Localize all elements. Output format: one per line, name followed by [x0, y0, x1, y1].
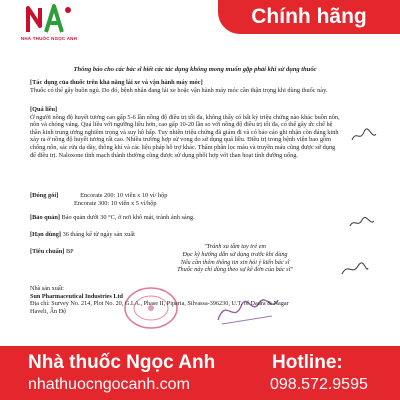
manufacturer-block	[30, 285, 360, 315]
section-overdose	[30, 106, 342, 159]
footnote-line: Nếu cần thêm thông tin xin hỏi ý kiến bác sĩ	[180, 258, 290, 266]
packaging-line-1: Encorate 200: 10 viên x 10 vỉ/ hộp	[80, 192, 168, 199]
overdose-label: [Quá liều]	[30, 106, 58, 113]
section-packaging	[30, 192, 342, 207]
section-shelf-life	[30, 231, 342, 239]
standard-label: [Tiêu chuẩn]	[30, 248, 65, 255]
shelf-life-text: 36 tháng kể từ ngày sản xuất	[62, 231, 135, 238]
hotline-label: Hotline:	[272, 352, 343, 373]
na-logo-icon	[24, 2, 74, 36]
warning-footnote	[155, 243, 315, 274]
website-link[interactable]: nhathuocngocanh.com	[28, 376, 190, 393]
footnote-line: Đọc kỹ hướng dẫn sử dụng trước khi dùng	[182, 250, 288, 258]
store-name: Nhà thuốc Ngọc Anh	[28, 352, 216, 373]
driving-label: [Tác dụng của thuốc trên khả năng lái xe và vận hành máy móc]	[30, 79, 203, 86]
initials-mark-icon	[340, 260, 370, 278]
manufacturer-label: Nhà sản xuất:	[30, 285, 65, 292]
initials-mark-icon	[350, 128, 378, 144]
authentic-badge: Chính hãng	[218, 0, 400, 34]
manufacturer-address: Địa chỉ: Survey No. 214, Plot No. 20, G.I.A., Phase II, Piparia, Silvassa-396230, U.T. of Dadra & Nagar	[30, 300, 289, 308]
initials-mark-icon	[348, 216, 376, 230]
shelf-life-label: [Hạn dùng]	[30, 231, 61, 238]
document-heading: Thông báo cho các bác sĩ biết các tác dụng không mong muốn gặp phải khi sử dụng thuốc	[73, 66, 317, 73]
store-footer	[0, 346, 400, 400]
logo-text: NHÀ THUỐC NGỌC ANH	[20, 36, 78, 41]
standard-text: BP	[65, 248, 74, 255]
manufacturer-address-2: Haveli, Ấn Độ	[30, 307, 67, 315]
storage-label: [Bảo quản]	[30, 214, 60, 221]
packaging-line-2: Encorate 300: 10 viên x 5 vỉ/hộp	[74, 199, 157, 207]
footnote-line: Thuốc này chỉ dùng theo sự kê đơn của bác sĩ"	[177, 266, 293, 274]
storage-text: Bảo quản dưới 30 °C, ở nơi khô mát, tránh ánh sáng.	[61, 214, 195, 221]
manufacturer-name: Sun Pharmaceutical Industries Ltd	[30, 292, 123, 300]
hotline-number[interactable]: 098.572.9595	[270, 376, 368, 393]
packaging-label: [Đóng gói]	[30, 192, 59, 199]
driving-text: Thuốc có thể gây buồn ngủ. Do đó, bệnh nhân đang lái xe hoặc vận hành máy móc cần thận trọng khi dùng thuốc này.	[30, 86, 328, 94]
section-driving	[30, 79, 342, 94]
overdose-text: Ở người nồng độ huyết tương cao gấp 5-6 lần nồng độ điều trị tối đa, không thấy có bất kỳ triệu chứng nào khác buồn nôn, nôn và chóng váng. Quá liều với ngưỡng liều hơn, cao gấp 10-20 lần so với nồng độ điều trị tối đa, có thể gây ức chế hệ thần kinh trung ương nghiêm trọng và suy hô hấp. Tuy nhiên triệu chứng đã giảm đi và có bảo cáo ghi nhận còn đáng kinh xảy ra ở nồng độ huyết tương rất cao. Nhiều trường hợp sử vong do sử dụng quá liều. Điều trị trong bệnh viện bao gồm chống nôn, sác rửa dạ dày, thông khí và các liệu pháp hỗ trợ khác. Thẩm phân lọc máu và truyền máu cũng được sử dụng để điều trị. Naloxone tĩnh mạch thành thường cũng được sử dụng phối hợp với than hoạt tính đường uống.	[30, 113, 340, 159]
leaflet-document	[0, 38, 400, 346]
footnote-line: "Tránh xa tầm tay trẻ em	[204, 243, 266, 250]
section-storage	[30, 214, 342, 222]
